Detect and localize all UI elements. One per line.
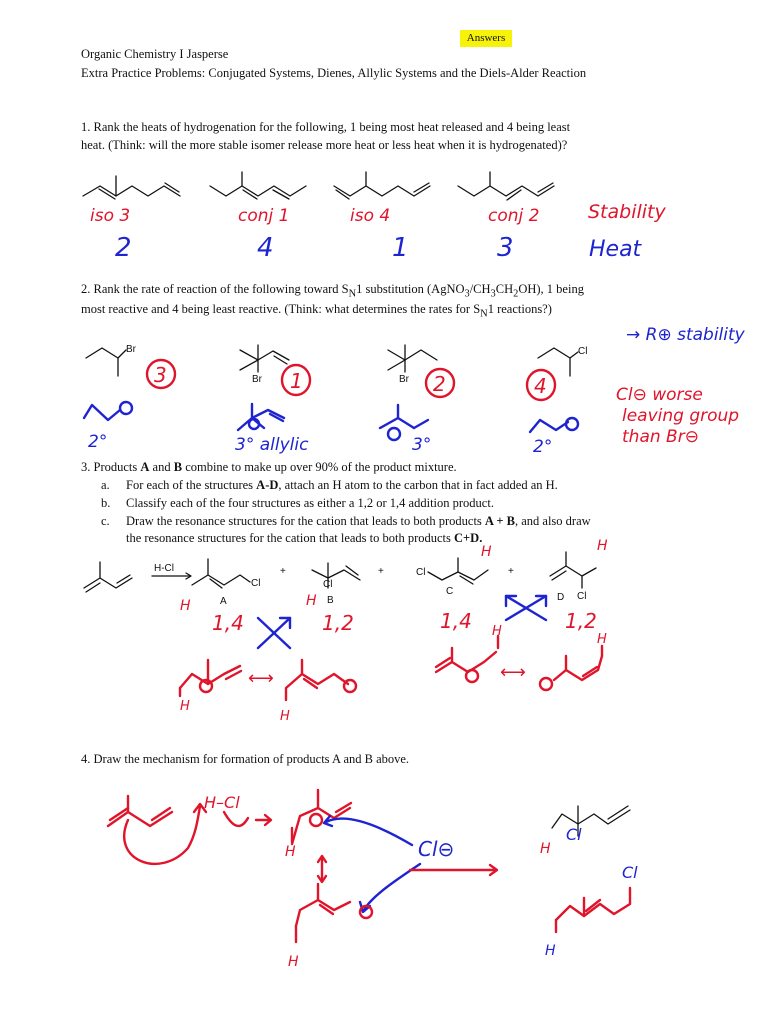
q4-chloride: Cl⊖ [418, 837, 455, 861]
svg-text:4: 4 [534, 374, 547, 398]
svg-text:H: H [180, 699, 190, 714]
plus-3: + [508, 566, 514, 577]
q3-item-c: c. Draw the resonance structures for the cation that leads to both products A + B, and also draw [101, 514, 591, 528]
q1-annotation-2: conj 1 [238, 206, 290, 226]
q4-cation-2 [288, 884, 372, 970]
q1-annotation-3: iso 4 [350, 206, 391, 226]
plus-2: + [378, 566, 384, 577]
q3-line1: 3. Products A and B combine to make up over 90% of the product mixture. [81, 460, 457, 474]
answers-highlight: Answers [460, 30, 512, 47]
q2-rank-3 [426, 369, 454, 397]
q4-product-b [545, 863, 638, 959]
q2-line2: most reactive and 4 being least reactive. (Think: what determines the rates for $S_N1$ reactions?) [81, 302, 552, 320]
q4-diene [108, 796, 206, 864]
q3-cross-arrows-ab [258, 618, 290, 648]
q2-rank-4 [527, 370, 555, 400]
q4-reagent: H–Cl [204, 793, 240, 812]
q2-stability-note: → R⊕ stability [626, 325, 745, 345]
q1-structure-2 [210, 172, 306, 199]
q4-hcl-arrow [224, 812, 248, 826]
q1-rank-2: 4 [257, 233, 274, 263]
q3-class-a: 1,4 [212, 611, 244, 635]
q2-rank-1 [147, 360, 175, 388]
svg-text:Cl: Cl [566, 825, 582, 844]
stability-label: Stability [588, 201, 666, 223]
q4-cation-1 [285, 790, 351, 860]
q3-product-c [416, 558, 488, 597]
q3-h-d: H [597, 538, 608, 554]
q2-cation-4 [530, 418, 578, 457]
q3-h-c: H [481, 544, 492, 560]
q2-structure-3 [388, 345, 437, 385]
q2-rank-2 [282, 365, 310, 395]
q2-line1: 2. Rank the rate of reaction of the following toward $S_N1$ substitution $(AgNO_3/CH_3CH_2OH)$, 1 being [81, 282, 584, 300]
q2-halogen-4: Cl [578, 346, 588, 357]
q4-product-a [540, 806, 630, 857]
q3-class-b: 1,2 [322, 611, 354, 635]
q1-annotation-1: iso 3 [90, 206, 131, 226]
q3-cross-arrows-cd [506, 596, 546, 620]
svg-text:D: D [557, 592, 565, 603]
svg-text:3° allylic: 3° allylic [235, 435, 309, 455]
q3-h-a: H [180, 598, 191, 614]
q3-resonance-arrow-ab: ⟷ [248, 668, 274, 689]
q3-diene [84, 562, 132, 592]
svg-text:H: H [545, 943, 556, 959]
svg-text:2°: 2° [88, 432, 108, 452]
svg-text:2: 2 [433, 372, 446, 396]
q4-text: 4. Draw the mechanism for formation of products A and B above. [81, 752, 410, 766]
heat-label: Heat [589, 237, 642, 262]
svg-text:H: H [285, 844, 296, 860]
q2-halogen-3: Br [399, 374, 409, 385]
svg-text:H: H [540, 841, 551, 857]
svg-text:Cl: Cl [251, 578, 261, 589]
svg-text:Cl: Cl [622, 863, 638, 882]
q3-resonance-ab-1 [180, 660, 241, 714]
q1-rank-3: 1 [392, 233, 409, 263]
q1-structure-3 [334, 172, 430, 199]
course-title: Organic Chemistry I Jasperse [81, 47, 229, 61]
q3-product-d [550, 552, 596, 603]
svg-text:Cl: Cl [416, 567, 426, 578]
svg-text:B: B [327, 595, 334, 606]
svg-text:1: 1 [290, 369, 303, 393]
q2-leaving-note-1: Cl⊖ worse [616, 385, 703, 405]
q1-rank-4: 3 [497, 233, 514, 263]
plus-1: + [280, 566, 286, 577]
q3-reagent: H-Cl [154, 563, 174, 574]
q4-chloride-attack-1 [326, 819, 412, 845]
svg-text:Cl: Cl [323, 579, 333, 590]
q3-resonance-ab-2 [280, 660, 356, 724]
q2-cation-1 [84, 402, 132, 452]
q1-rank-1: 2 [115, 233, 132, 263]
svg-text:3°: 3° [412, 435, 432, 455]
q3-product-b [312, 563, 360, 606]
q2-structure-1 [86, 344, 137, 376]
q1-structure-1 [83, 176, 180, 199]
q2-leaving-note-3: than Br⊖ [622, 427, 699, 447]
q3-class-d: 1,2 [565, 609, 597, 633]
q3-product-a [192, 559, 260, 607]
svg-text:A: A [220, 596, 227, 607]
worksheet-subtitle: Extra Practice Problems: Conjugated Systems, Dienes, Allylic Systems and the Diels-Alder Reaction [81, 66, 587, 80]
q2-halogen-2: Br [252, 374, 262, 385]
svg-text:H: H [597, 632, 607, 647]
q2-leaving-note-2: leaving group [622, 406, 740, 426]
q1-structure-4 [458, 172, 554, 200]
q3-item-b: b. Classify each of the four structures as either a 1,2 or 1,4 addition product. [101, 496, 494, 510]
q2-cation-3 [380, 405, 431, 455]
q3-resonance-arrow-cd: ⟷ [500, 662, 526, 683]
q1-line1: 1. Rank the heats of hydrogenation for the following, 1 being most heat released and 4 being least [81, 120, 571, 134]
q1-line2: heat. (Think: will the more stable isomer release more heat or less heat when it is hydrogenated)? [81, 138, 568, 152]
svg-text:H: H [492, 624, 502, 639]
q3-item-a: a. For each of the structures A-D, attach an H atom to the carbon that in fact added an H. [101, 478, 558, 492]
q2-cation-2 [235, 404, 309, 455]
q3-class-c: 1,4 [440, 609, 472, 633]
svg-text:H: H [280, 709, 290, 724]
q1-annotation-4: conj 2 [488, 206, 540, 226]
q3-item-c-cont: the resonance structures for the cation that leads to both products C+D. [126, 531, 483, 545]
q3-h-b: H [306, 593, 317, 609]
q2-halogen-1: Br [126, 344, 136, 355]
svg-text:H: H [288, 954, 299, 970]
svg-text:C: C [446, 586, 454, 597]
q3-resonance-cd-2 [540, 632, 607, 690]
svg-text:2°: 2° [533, 437, 553, 457]
svg-text:3: 3 [154, 363, 167, 387]
svg-text:Cl: Cl [577, 591, 587, 602]
